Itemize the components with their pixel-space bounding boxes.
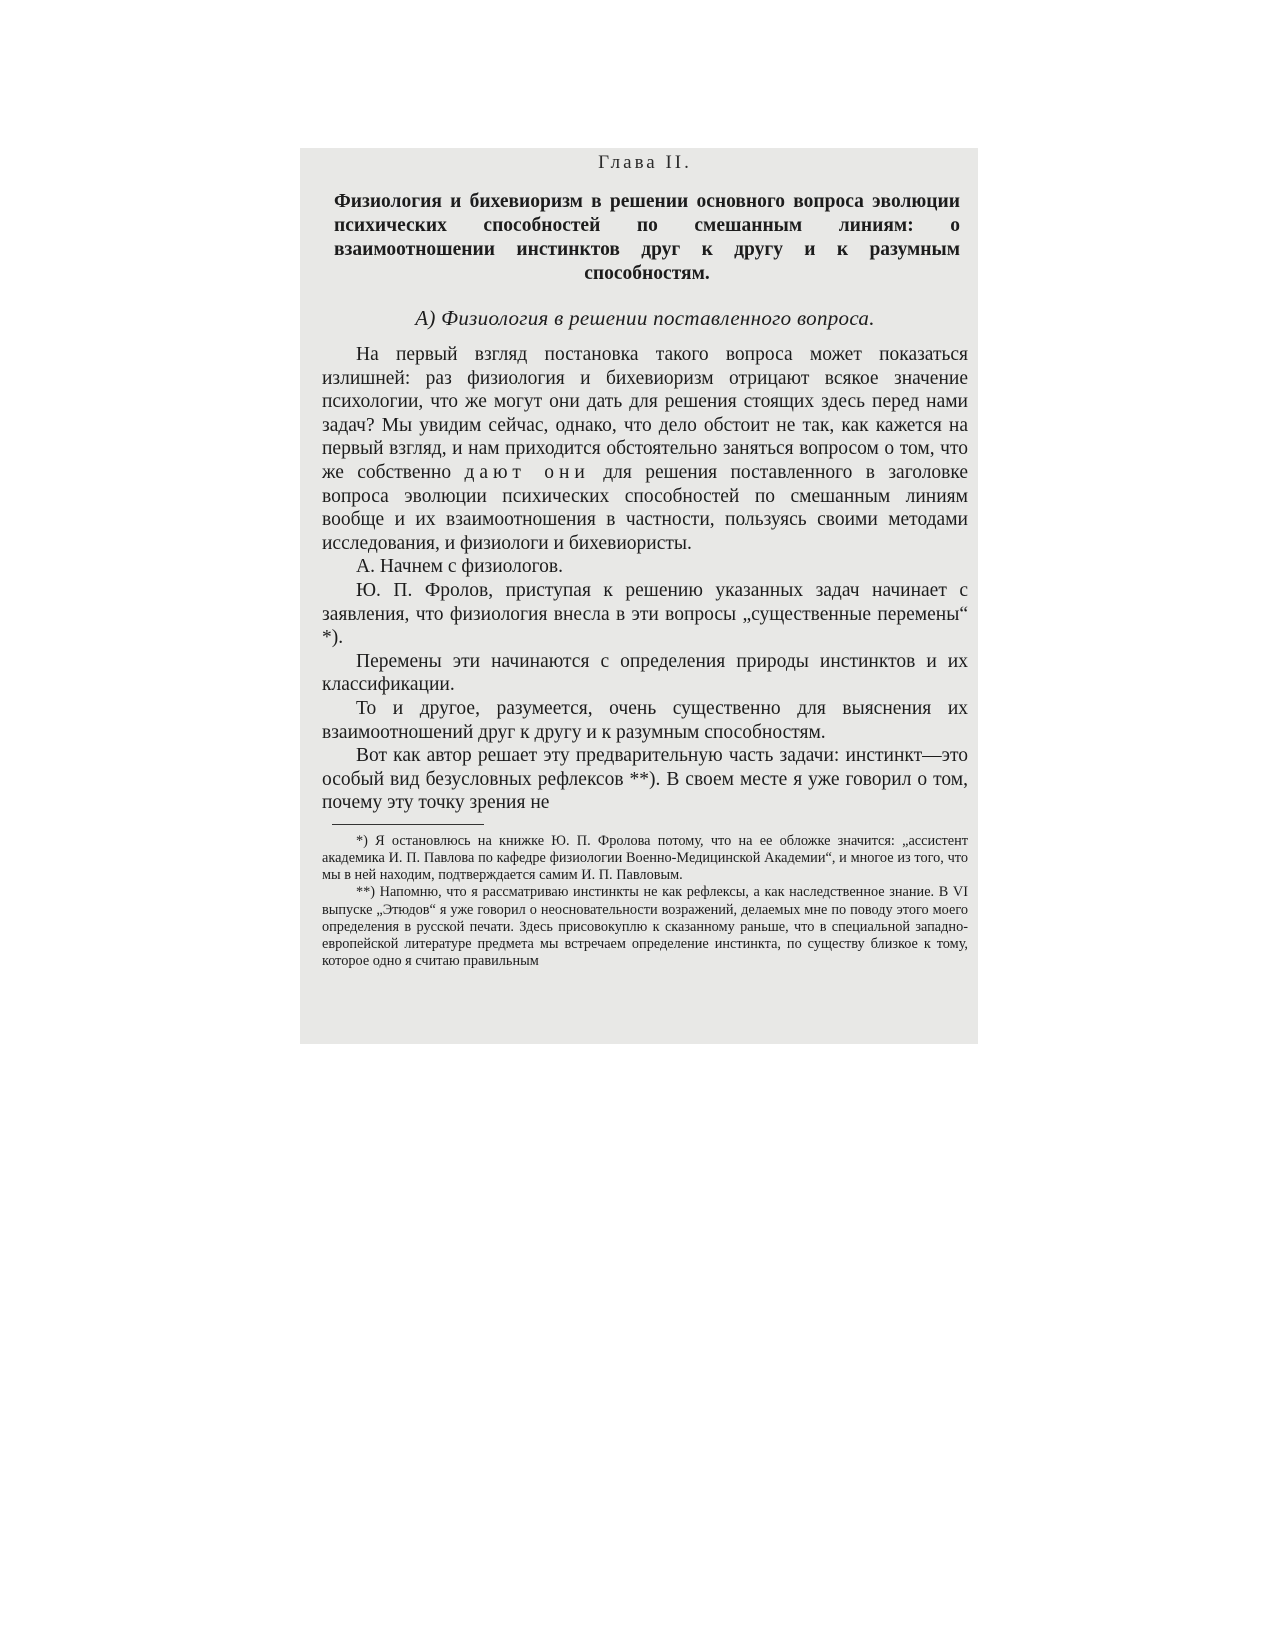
footnotes [322, 833, 968, 971]
chapter-heading: Физиология и бихевиоризм в решении основного вопроса эволюции психических способностей по смешанным линиям: о взаимоотношении инстинктов друг к другу и к разумным способностям. [334, 191, 960, 284]
paragraph: А. Начнем с физиологов. [356, 556, 563, 578]
footnote-divider [332, 824, 484, 825]
paragraph: То и другое, разумеется, очень существенно для выяснения их взаимоотношений друг к другу и к разумным способностям. [322, 697, 968, 743]
section-subheading: А) Физиология в решении поставленного вопроса. [415, 306, 875, 330]
emphasized-text: дают они [464, 461, 590, 483]
footnote: *) Я остановлюсь на книжке Ю. П. Фролова потому, что на ее обложке значится: „ассистент академика И. П. Павлова по кафедре физиологии Военно-Медицинской Академии“, и многое из того, что мы в ней находим, подтверждается самим И. П. Павловым. [322, 832, 968, 884]
paragraph-text: для решения поставленного в заголовке вопроса эволюции психических способностей по смешанным линиям вообще и их взаимоотношения в частности, пользуясь своими методами исследования, и физиологи и бихевиористы. [322, 461, 969, 554]
paragraph: Вот как автор решает эту предварительную часть задачи: инстинкт—это особый вид безусловных рефлексов **). В своем месте я уже говорил о том, почему эту точку зрения не [322, 745, 968, 814]
paragraph: Перемены эти начинаются с определения природы инстинктов и их классификации. [322, 650, 968, 696]
paragraph [322, 343, 968, 555]
scanned-page [300, 148, 978, 1044]
chapter-title: Глава II. [598, 152, 692, 173]
paragraph: Ю. П. Фролов, приступая к решению указанных задач начинает с заявления, что физиология внесла в эти вопросы „существенные перемены“ *). [322, 579, 968, 649]
body-text [322, 343, 968, 815]
paragraph-text: На первый взгляд постановка такого вопроса может показаться излишней: раз физиология и бихевиоризм отрицают всякое значение психологии, что же могут они дать для решения стоящих здесь перед нами задач? Мы увидим сейчас, однако, что дело обстоит не так, как кажется на первый взгляд, и нам приходится обстоятельно заняться вопросом о том, что же собственно [322, 344, 968, 483]
footnote: **) Напомню, что я рассматриваю инстинкты не как рефлексы, а как наследственное знание. В VI выпуске „Этюдов“ я уже говорил о неосновательности возражений, делаемых мне по поводу этого моего определения в русской печати. Здесь присовокуплю к сказанному раньше, что в специальной западно-европейской литературе предмета мы встречаем определение инстинкта, по существу близкое к тому, которое одно я считаю правильным [322, 884, 968, 970]
